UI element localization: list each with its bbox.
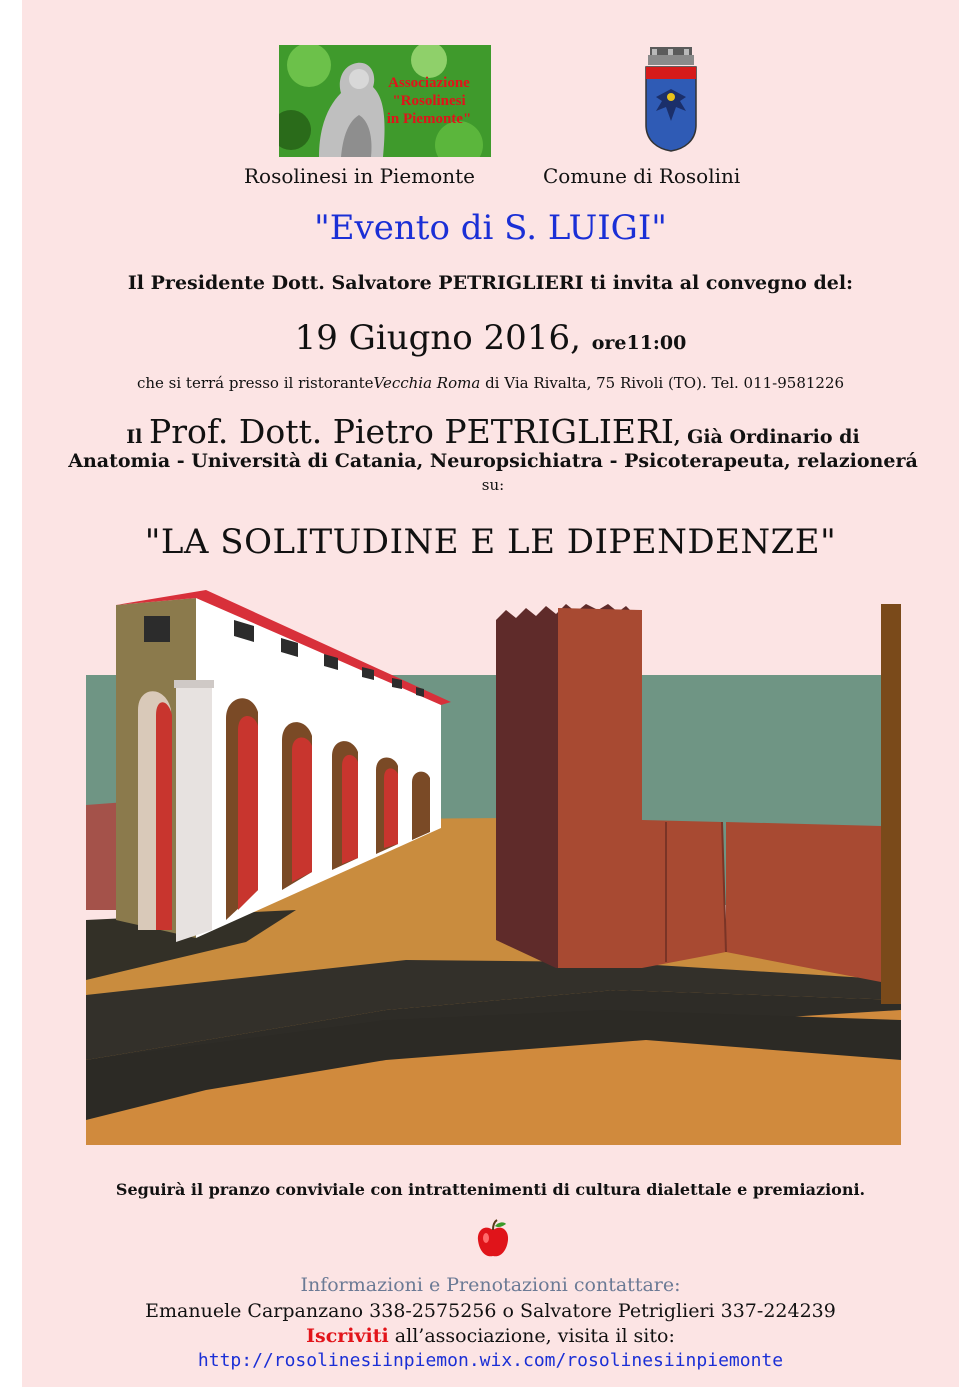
speaker-line-3: su: [481, 476, 505, 494]
venue-name: Vecchia Roma [373, 374, 481, 392]
piazza-illustration [86, 590, 901, 1145]
event-title: "Evento di S. LUIGI" [314, 208, 667, 248]
info-heading: Informazioni e Prenotazioni contattare: [300, 1274, 681, 1296]
invitation-line: Il Presidente Dott. Salvatore PETRIGLIERI ti invita al convegno del: [127, 272, 854, 294]
speaker-block [28, 412, 958, 497]
apple-icon [475, 1218, 511, 1260]
speaker-line-2: Anatomia - Università di Catania, Neuropsichiatra - Psicoterapeuta, relazionerá [68, 450, 918, 472]
event-date-line [22, 318, 959, 358]
lunch-note: Seguirà il pranzo conviviale con intrattenimenti di cultura dialettale e premiazioni. [115, 1180, 866, 1199]
comune-crest [640, 45, 702, 153]
join-link[interactable]: Iscriviti [306, 1325, 389, 1347]
venue-line [22, 374, 959, 392]
event-date: 19 Giugno 2016, [294, 318, 581, 358]
crest-icon [640, 45, 702, 153]
comune-label: Comune di Rosolini [543, 164, 741, 188]
logo-text-line-3: in Piemonte" [386, 111, 472, 127]
speaker-role-start: , Già Ordinario di [673, 426, 860, 448]
poster-page [22, 0, 959, 1387]
logo-text-line-1: Associazione [388, 75, 470, 91]
contact-numbers: Emanuele Carpanzano 338-2575256 o Salvatore Petriglieri 337-224239 [145, 1300, 836, 1322]
website-link[interactable]: http://rosolinesiinpiemon.wix.com/rosolinesiinpiemonte [197, 1350, 784, 1371]
venue-suffix: di Via Rivalta, 75 Rivoli (TO). Tel. 011-9581226 [485, 374, 845, 392]
association-logo-image [279, 45, 491, 157]
speaker-name: Prof. Dott. Pietro PETRIGLIERI [149, 412, 674, 451]
talk-title: "LA SOLITUDINE E LE DIPENDENZE" [144, 522, 837, 562]
join-line [22, 1325, 959, 1347]
join-text: all’associazione, visita il sito: [388, 1325, 675, 1347]
speaker-line-1 [28, 412, 958, 451]
speaker-prefix: Il [126, 426, 143, 448]
piazza-illustration-image [86, 590, 901, 1145]
logo-text-line-2: "Rosolinesi [392, 93, 466, 109]
association-label: Rosolinesi in Piemonte [244, 164, 476, 188]
event-time: ore11:00 [591, 332, 687, 354]
association-logo [279, 45, 491, 157]
venue-prefix: che si terrá presso il ristorante [136, 374, 374, 392]
